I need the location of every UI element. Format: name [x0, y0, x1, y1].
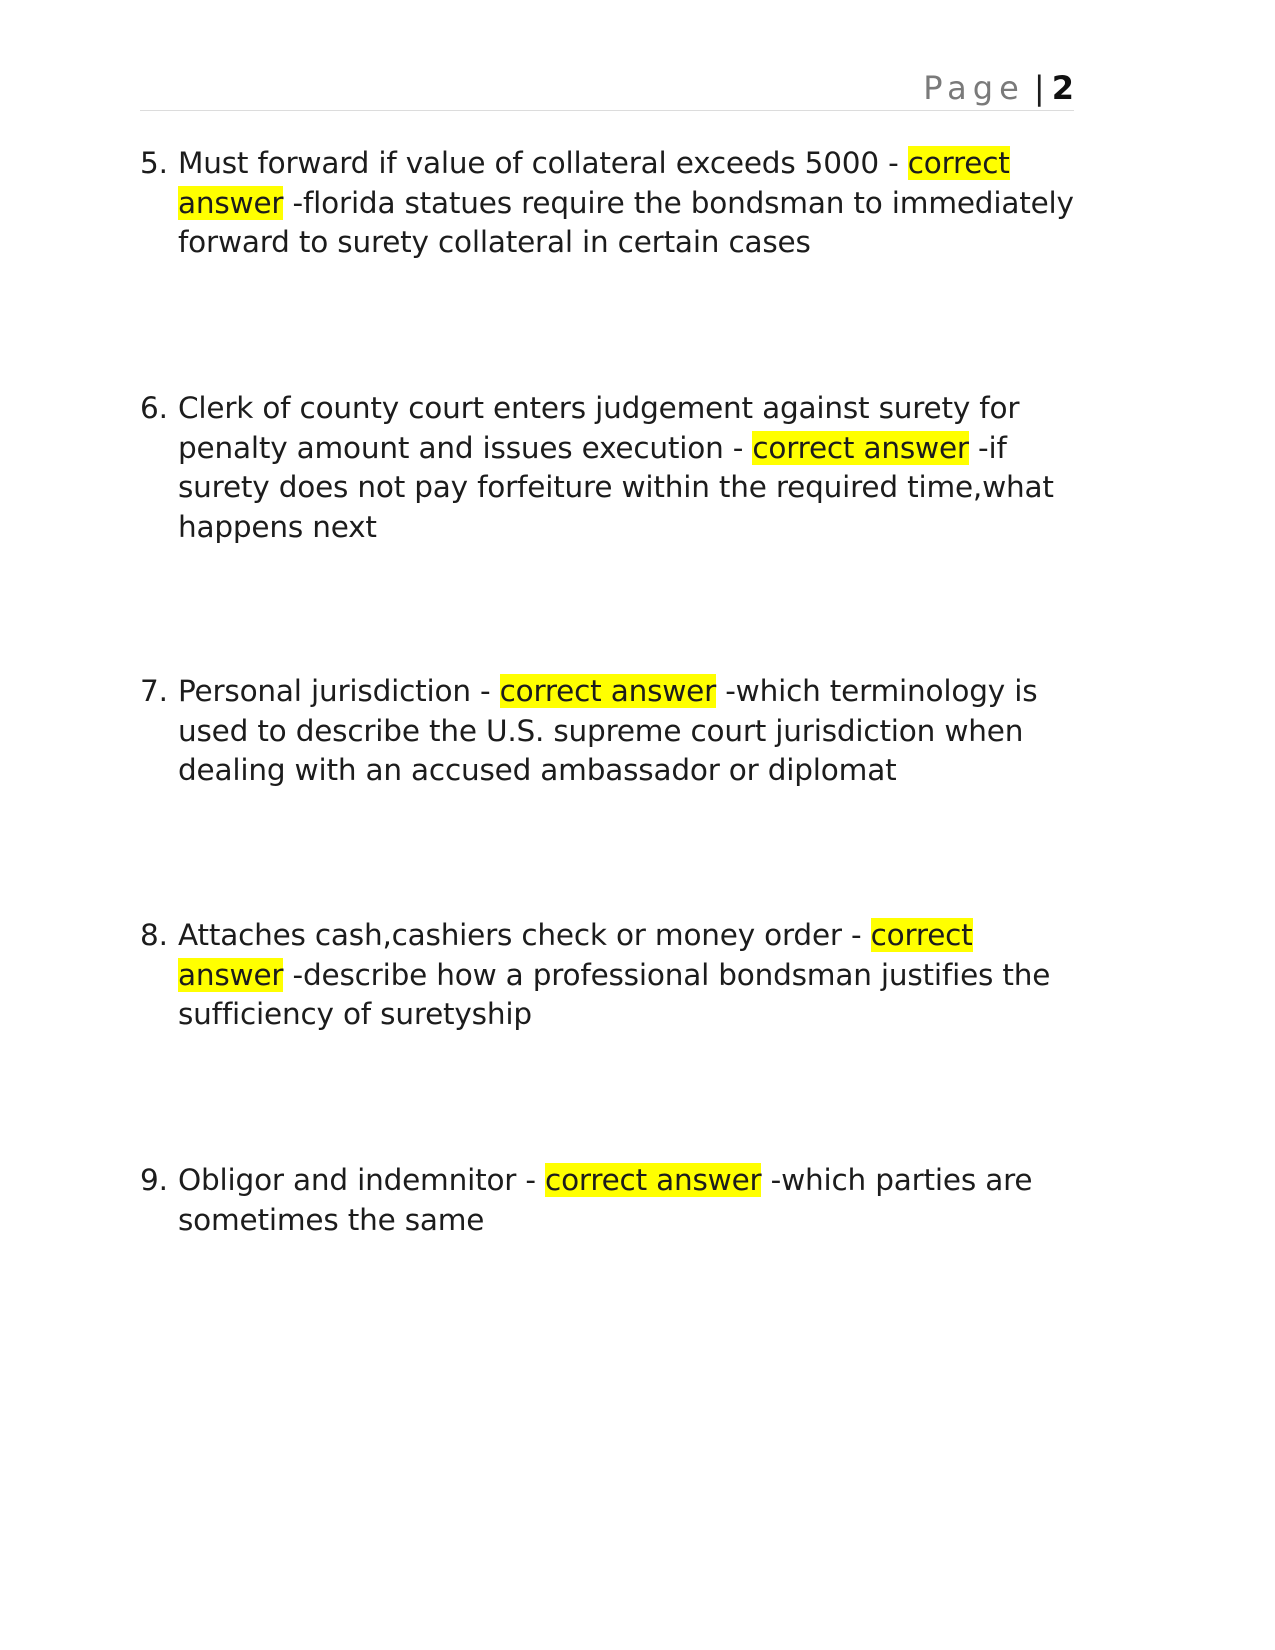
- question-text: Obligor and indemnitor -: [178, 1163, 546, 1197]
- correct-answer-highlight: correct answer: [499, 674, 717, 708]
- question-text: Clerk of county court enters judgement against surety for penalty amount and issues execution -: [178, 391, 1020, 465]
- item-text: [178, 1161, 1080, 1240]
- item-text: [178, 672, 1080, 791]
- correct-answer-highlight: correct answer: [178, 146, 1010, 220]
- question-item: [140, 672, 1080, 791]
- item-text: [178, 389, 1080, 547]
- page-label: Page: [923, 69, 1025, 107]
- item-number: 6.: [140, 391, 168, 425]
- question-item: [140, 916, 1080, 1035]
- item-number: 8.: [140, 918, 168, 952]
- question-text: Personal jurisdiction -: [178, 674, 500, 708]
- question-item: [140, 144, 1080, 263]
- page-header: [140, 66, 1074, 111]
- answer-text: -which terminology is used to describe the U.S. supreme court jurisdiction when dealing with an accused ambassador or diplomat: [178, 674, 1038, 787]
- question-item: [140, 1161, 1080, 1240]
- question-item: [140, 389, 1080, 547]
- item-number: 9.: [140, 1163, 168, 1197]
- correct-answer-highlight: correct answer: [545, 1163, 762, 1197]
- page-number: 2: [1051, 69, 1074, 107]
- correct-answer-highlight: correct answer: [752, 430, 969, 465]
- question-text: Must forward if value of collateral exceeds 5000 -: [178, 146, 908, 180]
- answer-text: -florida statues require the bondsman to immediately forward to surety collateral in certain cases: [178, 185, 1074, 259]
- item-number: 5.: [140, 146, 168, 180]
- correct-answer-highlight: correct answer: [178, 918, 973, 992]
- item-number: 7.: [140, 674, 168, 708]
- answer-text: -if surety does not pay forfeiture within the required time,what happens next: [178, 430, 1054, 544]
- item-text: [178, 144, 1080, 263]
- answer-text: -describe how a professional bondsman justifies the sufficiency of suretyship: [178, 957, 1051, 1031]
- page-separator: |: [1033, 69, 1045, 107]
- question-text: Attaches cash,cashiers check or money order -: [178, 918, 871, 952]
- answer-text: -which parties are sometimes the same: [178, 1163, 1033, 1237]
- item-text: [178, 916, 1080, 1035]
